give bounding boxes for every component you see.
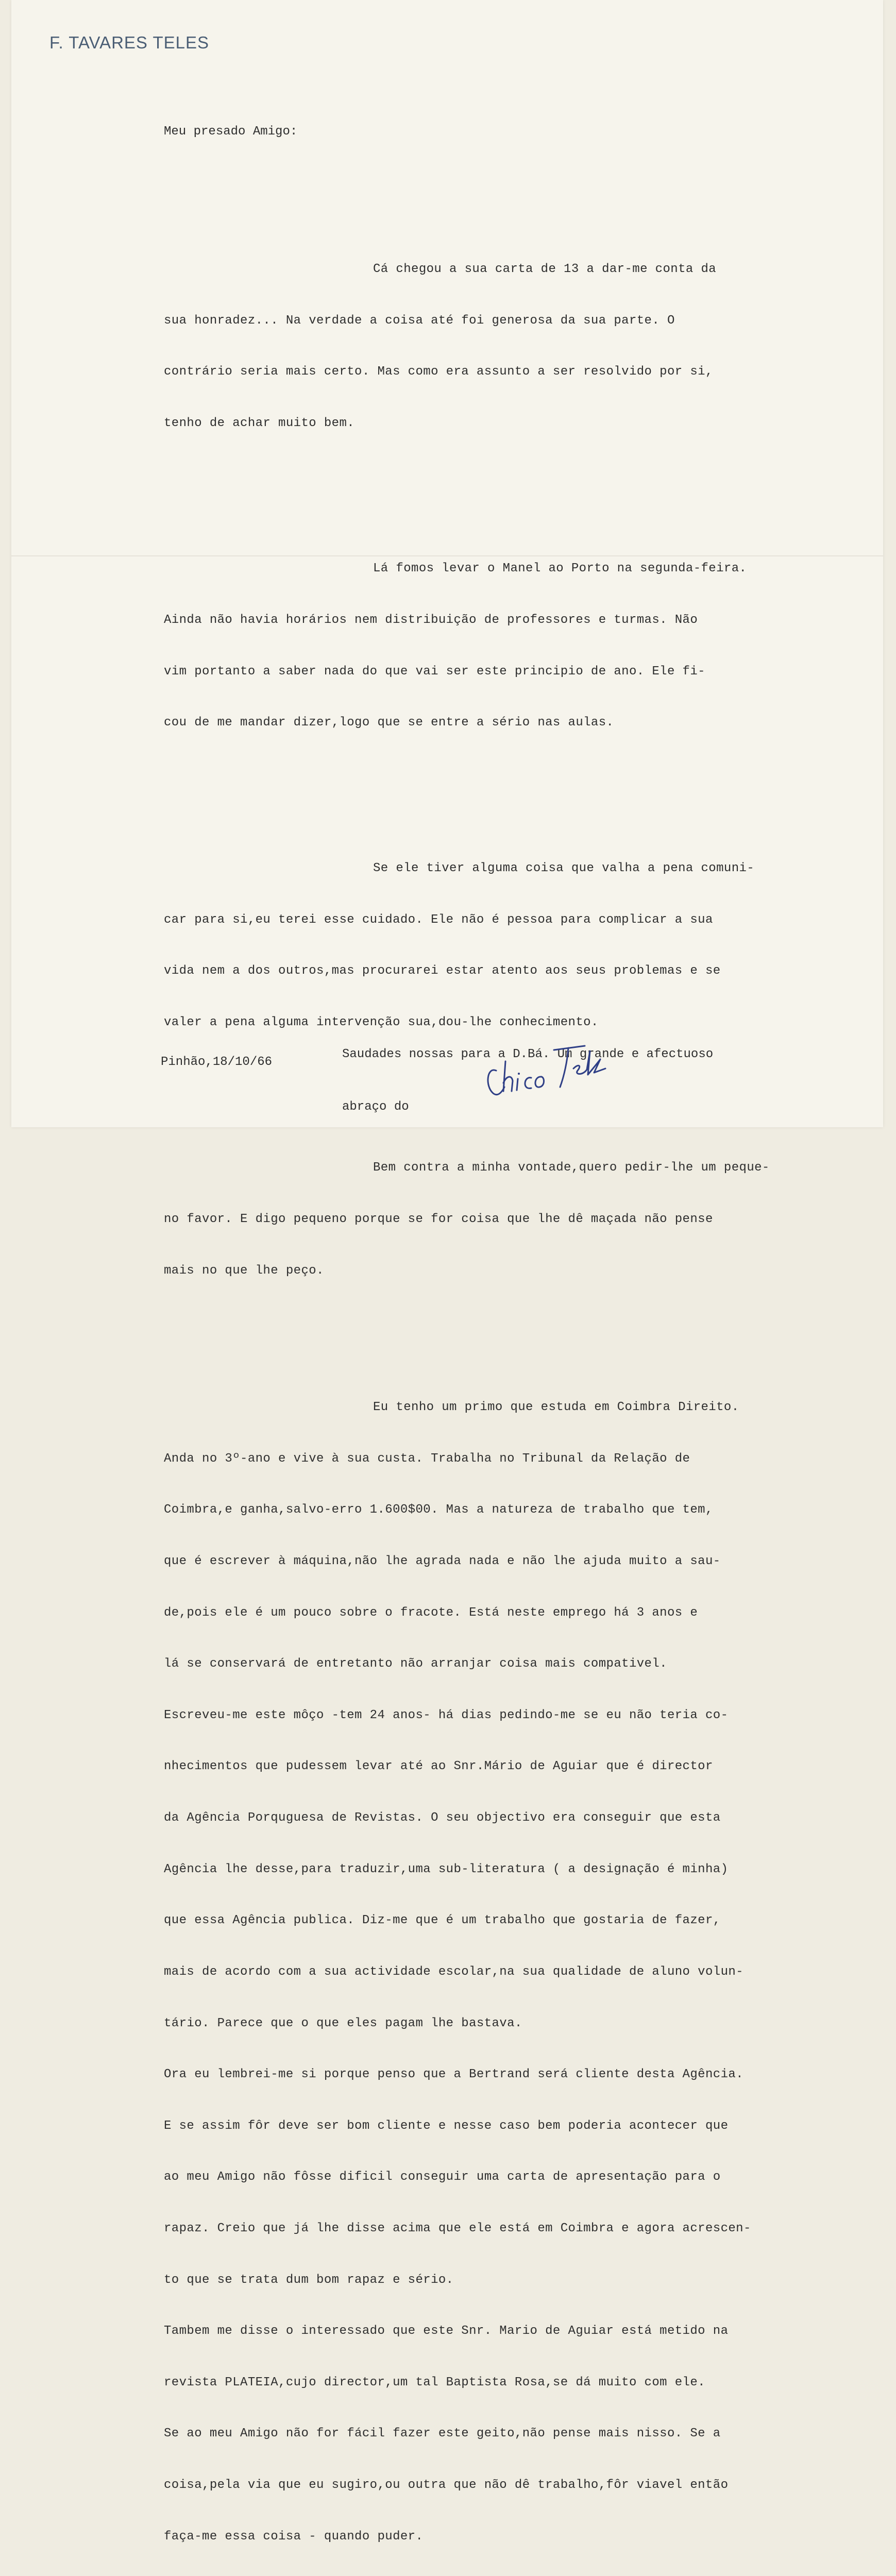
text-line: Cá chegou a sua carta de 13 a dar-me conta da xyxy=(373,262,717,277)
text-line: contrário seria mais certo. Mas como era assunto a ser resolvido por si, xyxy=(164,365,713,379)
text-line: da Agência Porquguesa de Revistas. O seu objectivo era conseguir que esta xyxy=(164,1811,721,1825)
text-line: Anda no 3º-ano e vive à sua custa. Trabalha no Tribunal da Relação de xyxy=(164,1451,690,1466)
text-line: revista PLATEIA,cujo director,um tal Baptista Rosa,se dá muito com ele. xyxy=(164,2375,705,2389)
text-line: coisa,pela via que eu sugiro,ou outra que não dê trabalho,fôr viavel então xyxy=(164,2478,729,2493)
text-line: Se ele tiver alguma coisa que valha a pena comuni- xyxy=(373,861,755,875)
closing-line: Saudades nossas para a D.Bá. Um grande e afectuoso xyxy=(342,1047,714,1061)
text-line: sua honradez... Na verdade a coisa até foi generosa da sua parte. O xyxy=(164,313,675,328)
text-line: lá se conservará de entretanto não arranjar coisa mais compativel. xyxy=(164,1657,667,1671)
text-line: vida nem a dos outros,mas procurarei estar atento aos seus problemas e se xyxy=(164,964,721,978)
signature-icon xyxy=(482,1025,616,1103)
letterhead: F. TAVARES TELES xyxy=(49,33,210,52)
text-line: que essa Agência publica. Diz-me que é um trabalho que gostaria de fazer, xyxy=(164,1913,721,1928)
place-date: Pinhão,18/10/66 xyxy=(161,1055,273,1069)
text-line: to que se trata dum bom rapaz e sério. xyxy=(164,2273,454,2287)
text-line: Coimbra,e ganha,salvo-erro 1.600$00. Mas a natureza de trabalho que tem, xyxy=(164,1503,713,1517)
text-line: que é escrever à máquina,não lhe agrada nada e não lhe ajuda muito a sau- xyxy=(164,1554,721,1569)
salutation: Meu presado Amigo: xyxy=(164,125,298,139)
letter-body xyxy=(164,175,785,2576)
text-line: cou de me mandar dizer,logo que se entre a sério nas aulas. xyxy=(164,716,614,730)
text-line: Ainda não havia horários nem distribuição de professores e turmas. Não xyxy=(164,613,698,628)
paragraph xyxy=(164,1125,785,1313)
text-line: Eu tenho um primo que estuda em Coimbra Direito. xyxy=(373,1400,739,1415)
text-line: tenho de achar muito bem. xyxy=(164,416,355,430)
text-line: Tambem me disse o interessado que este Snr. Mario de Aguiar está metido na xyxy=(164,2324,729,2338)
text-line: E se assim fôr deve ser bom cliente e nesse caso bem poderia acontecer que xyxy=(164,2119,729,2133)
text-line: Bem contra a minha vontade,quero pedir-lhe um peque- xyxy=(373,1161,770,1175)
text-line: Lá fomos levar o Manel ao Porto na segunda-feira. xyxy=(373,562,747,576)
text-line: mais de acordo com a sua actividade escolar,na sua qualidade de aluno volun- xyxy=(164,1964,743,1979)
closing-line: abraço do xyxy=(342,1100,409,1114)
text-line: ao meu Amigo não fôsse dificil conseguir uma carta de apresentação para o xyxy=(164,2170,721,2184)
text-line: rapaz. Creio que já lhe disse acima que ele está em Coimbra e agora acrescen- xyxy=(164,2221,751,2235)
text-line: no favor. E digo pequeno porque se for coisa que lhe dê maçada não pense xyxy=(164,1212,713,1226)
text-line: car para si,eu terei esse cuidado. Ele não é pessoa para complicar a sua xyxy=(164,912,713,927)
text-line: de,pois ele é um pouco sobre o fracote. Está neste emprego há 3 anos e xyxy=(164,1605,698,1620)
text-line: valer a pena alguma intervenção sua,dou-lhe conhecimento. xyxy=(164,1015,599,1029)
paragraph xyxy=(164,1365,785,2576)
text-line: Escreveu-me este môço -tem 24 anos- há dias pedindo-me se eu não teria co- xyxy=(164,1708,729,1722)
text-line: mais no que lhe peço. xyxy=(164,1263,324,1278)
text-line: tário. Parece que o que eles pagam lhe bastava. xyxy=(164,2016,522,2030)
text-line: faça-me essa coisa - quando puder. xyxy=(164,2529,424,2544)
text-line: Ora eu lembrei-me si porque penso que a Bertrand será cliente desta Agência. xyxy=(164,2067,743,2082)
text-line: Se ao meu Amigo não for fácil fazer este geito,não pense mais nisso. Se a xyxy=(164,2427,721,2441)
paragraph xyxy=(164,526,785,766)
text-line: vim portanto a saber nada do que vai ser este principio de ano. Ele fi- xyxy=(164,664,705,679)
text-line: nhecimentos que pudessem levar até ao Snr.Mário de Aguiar que é director xyxy=(164,1759,713,1774)
paragraph xyxy=(164,227,785,466)
text-line: Agência lhe desse,para traduzir,uma sub-literatura ( a designação é minha) xyxy=(164,1862,729,1876)
